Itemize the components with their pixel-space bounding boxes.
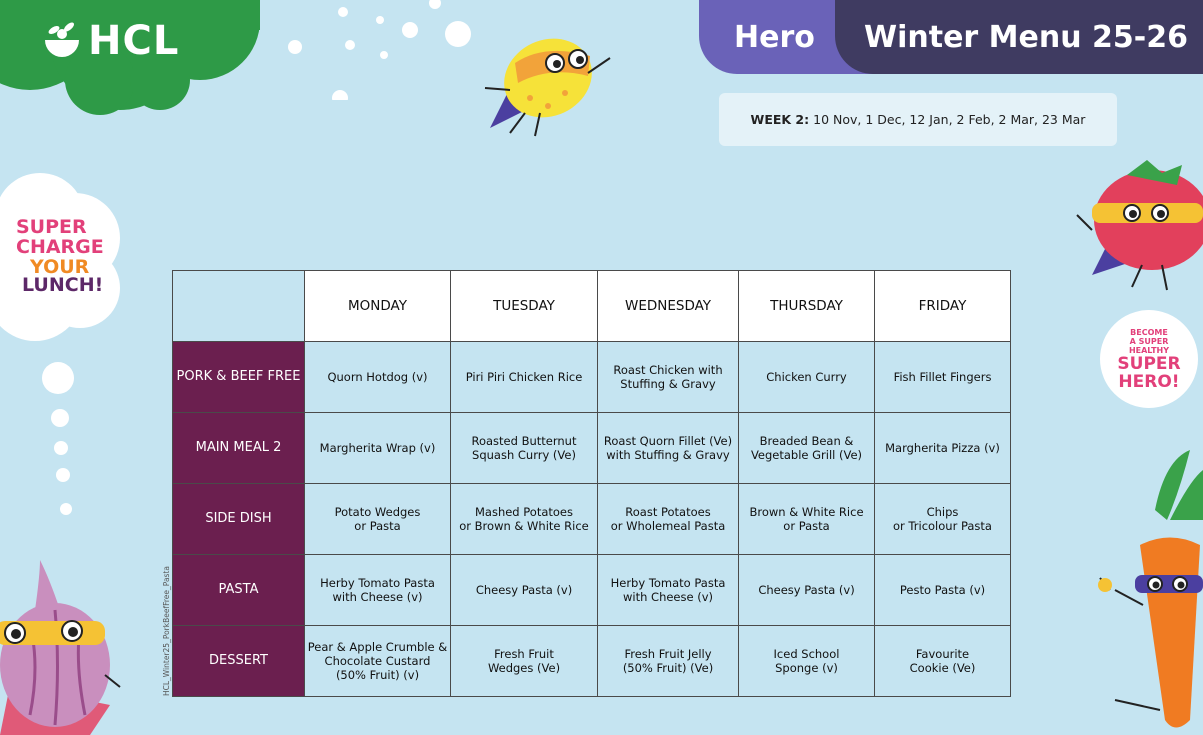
menu-cell (451, 342, 598, 413)
menu-cell (305, 555, 451, 626)
onion-hero-icon (0, 555, 130, 735)
decorative-dots (280, 0, 480, 100)
carrot-hero-icon (1095, 450, 1203, 735)
bubble-line-5: HERO! (1118, 372, 1180, 392)
menu-cell (739, 342, 875, 413)
day-header-wednesday: WEDNESDAY (598, 271, 739, 342)
cloud-line-2: CHARGE (16, 236, 104, 258)
week-label: WEEK 2: (750, 112, 810, 127)
cloud-line-4: LUNCH! (22, 274, 104, 296)
bubble-line-3: HEALTHY (1128, 346, 1170, 355)
menu-item-line: Cookie (Ve) (909, 661, 976, 675)
menu-cell (305, 626, 451, 697)
bubble-line-4: SUPER (1117, 354, 1181, 374)
row-category-label: SIDE DISH (173, 484, 305, 555)
menu-item-line: Roasted Butternut (471, 434, 577, 448)
menu-cell (598, 413, 739, 484)
menu-cell (451, 555, 598, 626)
logo-text: HCL (88, 18, 180, 64)
menu-cell (598, 342, 739, 413)
table-row (173, 342, 1011, 413)
menu-cell (598, 484, 739, 555)
menu-item-line: or Brown & White Rice (459, 519, 589, 533)
menu-cell (451, 626, 598, 697)
strawberry-hero-icon (1072, 155, 1203, 295)
row-category-label: DESSERT (173, 626, 305, 697)
menu-tier-label: Hero (734, 20, 815, 55)
row-category-label: MAIN MEAL 2 (173, 413, 305, 484)
table-row (173, 413, 1011, 484)
menu-cell (305, 484, 451, 555)
menu-item-line: with Cheese (v) (332, 590, 423, 604)
menu-item-line: Iced School (773, 647, 840, 661)
menu-cell (451, 413, 598, 484)
menu-item-line: or Wholemeal Pasta (610, 519, 726, 533)
bubble-line-1: BECOME (1130, 328, 1168, 337)
menu-cell (739, 626, 875, 697)
menu-cell (875, 555, 1011, 626)
cloud-line-1: SUPER (16, 216, 87, 238)
menu-item-line: Margherita Wrap (v) (319, 441, 436, 455)
week-dates: 10 Nov, 1 Dec, 12 Jan, 2 Feb, 2 Mar, 23 Mar (813, 112, 1086, 127)
menu-item-line: Wedges (Ve) (487, 661, 561, 675)
day-header-tuesday: TUESDAY (451, 271, 598, 342)
menu-item-line: Favourite (915, 647, 970, 661)
menu-item-line: or Pasta (783, 519, 830, 533)
menu-item-line: Herby Tomato Pasta (320, 576, 435, 590)
menu-item-line: (50% Fruit) (Ve) (622, 661, 714, 675)
day-header-thursday: THURSDAY (739, 271, 875, 342)
menu-item-line: Sponge (v) (775, 661, 838, 675)
thought-dot (42, 362, 74, 394)
menu-item-line: Margherita Pizza (v) (885, 441, 1000, 455)
menu-item-line: Piri Piri Chicken Rice (465, 370, 583, 384)
menu-item-line: Mashed Potatoes (474, 505, 573, 519)
menu-item-line: Roast Potatoes (625, 505, 711, 519)
menu-item-line: Chicken Curry (766, 370, 847, 384)
filename-text: HCL_Winter25_PorkBeefFree_Pasta (162, 565, 171, 696)
menu-item-line: Chips (926, 505, 959, 519)
table-header-row (173, 271, 1011, 342)
menu-cell (598, 626, 739, 697)
menu-body (173, 342, 1011, 697)
menu-item-line: Potato Wedges (334, 505, 421, 519)
sprout-bowl-icon (42, 22, 82, 62)
menu-item-line: Cheesy Pasta (v) (475, 583, 573, 597)
menu-table (172, 270, 1011, 697)
menu-cell (875, 342, 1011, 413)
menu-cell (305, 342, 451, 413)
row-category-label: PASTA (173, 555, 305, 626)
table-row (173, 484, 1011, 555)
menu-item-line: Squash Curry (Ve) (472, 448, 576, 462)
menu-item-line: Fish Fillet Fingers (893, 370, 992, 384)
thought-dot (54, 441, 68, 455)
menu-cell (598, 555, 739, 626)
menu-item-line: Brown & White Rice (749, 505, 864, 519)
filename-label (160, 556, 172, 696)
menu-item-line: Stuffing & Gravy (620, 377, 716, 391)
menu-item-line: Pear & Apple Crumble & (307, 640, 448, 654)
day-header-friday: FRIDAY (875, 271, 1011, 342)
menu-cell (739, 555, 875, 626)
super-hero-bubble (1100, 310, 1198, 408)
menu-item-line: with Cheese (v) (622, 590, 714, 604)
menu-item-line: (50% Fruit) (v) (335, 668, 420, 682)
thought-dot (60, 503, 72, 515)
thought-dot (51, 409, 69, 427)
row-category-label: PORK & BEEF FREE (173, 342, 305, 413)
menu-cell (875, 626, 1011, 697)
table-row (173, 555, 1011, 626)
menu-item-line: Fresh Fruit Jelly (624, 647, 712, 661)
menu-cell (305, 413, 451, 484)
day-header-monday: MONDAY (305, 271, 451, 342)
menu-cell (739, 413, 875, 484)
menu-item-line: Fresh Fruit (494, 647, 554, 661)
super-charge-cloud (0, 168, 125, 343)
menu-item-line: Roast Chicken with (613, 363, 723, 377)
menu-item-line: Chocolate Custard (324, 654, 431, 668)
week-dates-box (719, 93, 1117, 146)
menu-item-line: with Stuffing & Gravy (606, 448, 730, 462)
corner-cell (173, 271, 305, 342)
thought-dot (56, 468, 70, 482)
menu-cell (739, 484, 875, 555)
menu-item-line: or Pasta (354, 519, 401, 533)
cloud-line-3: YOUR (30, 256, 90, 278)
lemon-hero-icon (470, 18, 625, 138)
table-row (173, 626, 1011, 697)
menu-item-line: Herby Tomato Pasta (610, 576, 726, 590)
bubble-line-2: A SUPER (1129, 337, 1169, 346)
menu-cell (875, 484, 1011, 555)
menu-item-line: Vegetable Grill (Ve) (750, 448, 863, 462)
menu-item-line: Quorn Hotdog (v) (327, 370, 428, 384)
menu-item-line: or Tricolour Pasta (893, 519, 992, 533)
menu-cell (875, 413, 1011, 484)
menu-item-line: Roast Quorn Fillet (Ve) (603, 434, 733, 448)
menu-item-line: Cheesy Pasta (v) (758, 583, 855, 597)
menu-item-line: Pesto Pasta (v) (899, 583, 986, 597)
menu-cell (451, 484, 598, 555)
menu-item-line: Breaded Bean & (759, 434, 854, 448)
page-title: Winter Menu 25-26 (864, 20, 1188, 55)
